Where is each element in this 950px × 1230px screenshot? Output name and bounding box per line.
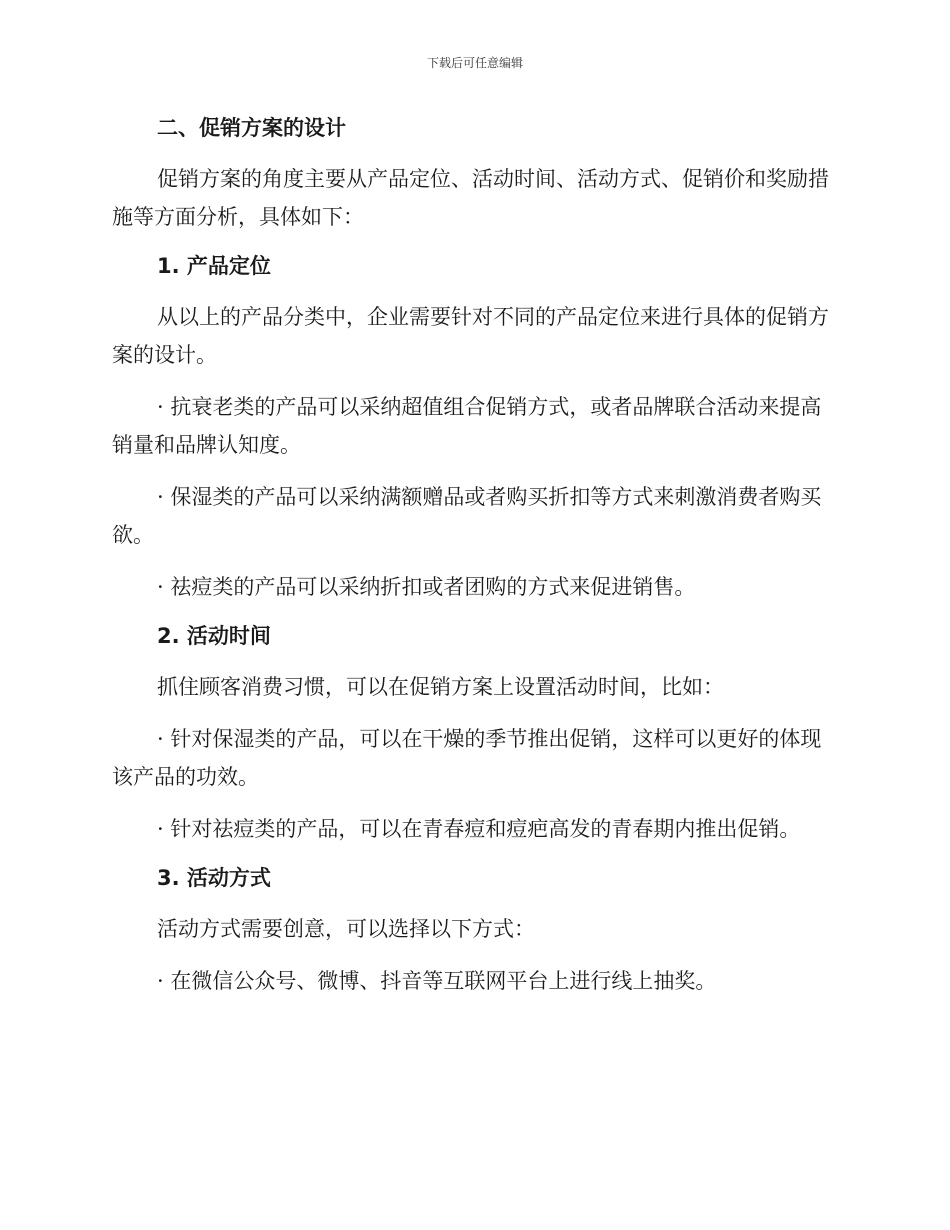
document-body [112, 112, 832, 1000]
positioning-heading: 1. 产品定位 [157, 254, 271, 278]
timing-heading: 2. 活动时间 [157, 624, 271, 648]
section-intro: 促销方案的角度主要从产品定位、活动时间、活动方式、促销价和奖励措施等方面分析，具体如下： [112, 167, 829, 229]
timing-item-acne: · 针对祛痘类的产品，可以在青春痘和痘疤高发的青春期内推出促销。 [157, 817, 801, 841]
method-heading: 3. 活动方式 [157, 866, 271, 890]
positioning-item-acne: · 祛痘类的产品可以采纳折扣或者团购的方式来促进销售。 [157, 575, 696, 599]
header-note: 下载后可任意编辑 [426, 56, 523, 70]
positioning-item-anti-aging: · 抗衰老类的产品可以采纳超值组合促销方式，或者品牌联合活动来提高销量和品牌认知度。 [112, 395, 822, 457]
method-item-online-lottery: · 在微信公众号、微博、抖音等互联网平台上进行线上抽奖。 [157, 969, 717, 993]
method-intro: 活动方式需要创意，可以选择以下方式： [157, 917, 535, 941]
timing-item-moisturizing: · 针对保湿类的产品，可以在干燥的季节推出促销，这样可以更好的体现该产品的功效。 [112, 727, 822, 789]
positioning-intro: 从以上的产品分类中，企业需要针对不同的产品定位来进行具体的促销方案的设计。 [112, 305, 829, 367]
positioning-item-moisturizing: · 保湿类的产品可以采纳满额赠品或者购买折扣等方式来刺激消费者购买欲。 [112, 485, 822, 547]
timing-intro: 抓住顾客消费习惯，可以在促销方案上设置活动时间，比如： [157, 675, 724, 699]
section-title: 二、促销方案的设计 [157, 116, 346, 140]
